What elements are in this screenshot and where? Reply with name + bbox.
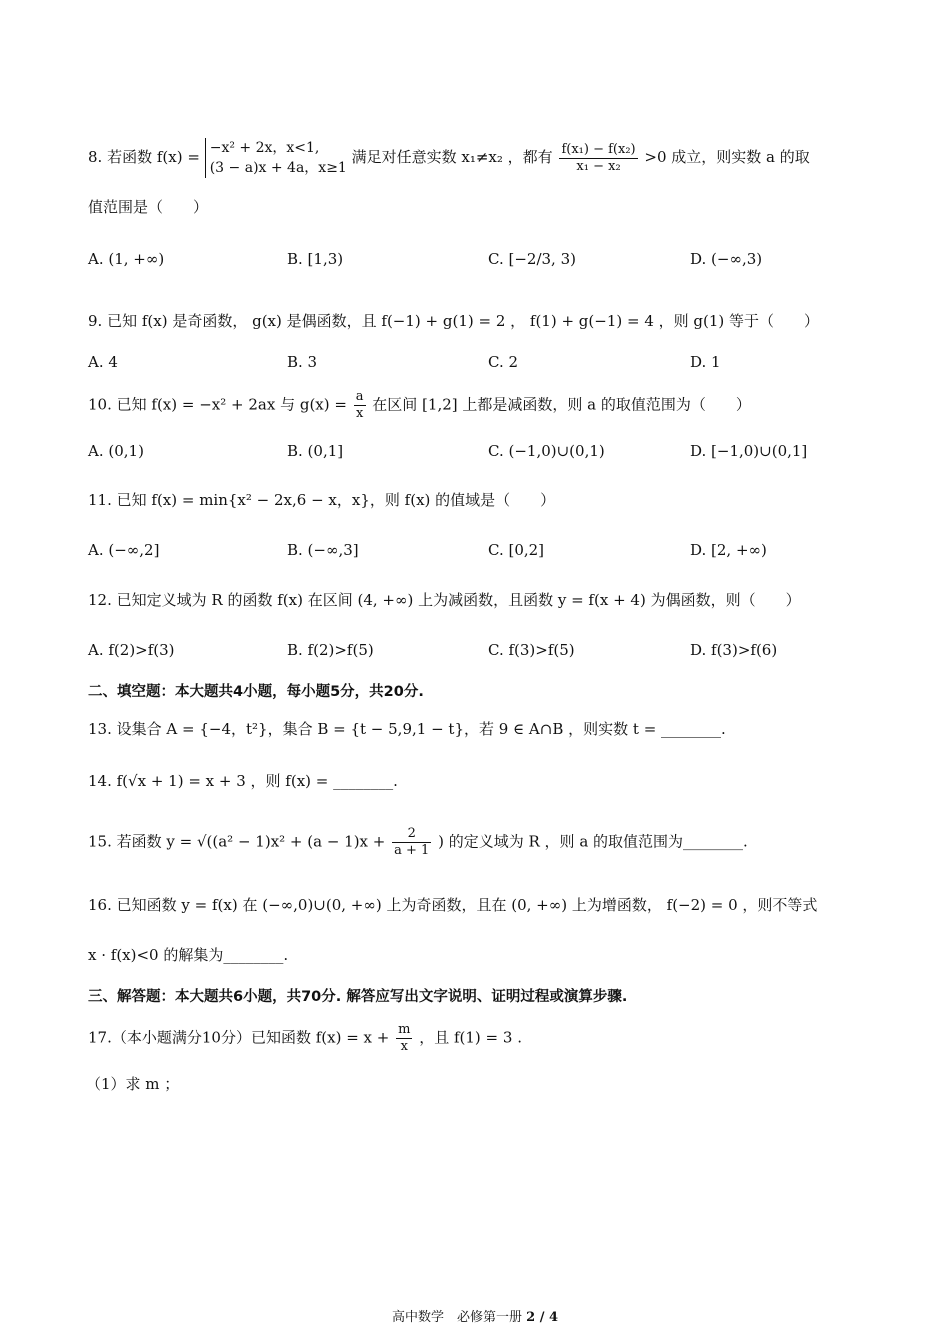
- section-2-heading: 二、填空题：本大题共4小题，每小题5分，共20分.: [88, 684, 424, 700]
- q12-option-b: B. f(2)>f(5): [287, 641, 374, 659]
- q8-frac-den: x₁ − x₂: [576, 158, 621, 174]
- q11-option-d: D. [2, +∞): [690, 541, 767, 559]
- q8-option-b: B. [1,3): [287, 250, 344, 268]
- question-16-line2: x · f(x)<0 的解集为________.: [88, 946, 289, 964]
- q8-prefix: 8. 若函数: [88, 148, 153, 166]
- q15-frac-den: a + 1: [394, 843, 430, 858]
- q8-option-a: A. (1, +∞): [88, 250, 165, 268]
- q12-option-a: A. f(2)>f(3): [88, 641, 175, 659]
- q17-frac-num: m: [398, 1022, 411, 1037]
- question-10-stem: [88, 389, 870, 422]
- q15-fraction: [392, 826, 431, 859]
- q8-suffix: >0 成立，则实数 a 的取: [644, 148, 810, 166]
- question-8-line1: [88, 138, 870, 178]
- q10-fraction: [354, 389, 366, 422]
- page-number: 2 / 4: [526, 1310, 559, 1325]
- q17-fraction: [396, 1022, 412, 1055]
- q9-option-a: A. 4: [88, 353, 118, 371]
- q8-option-c: C. [−2/3, 3): [488, 250, 576, 268]
- q8-fraction: [559, 142, 637, 175]
- q15-prefix: 15. 若函数 y = √((a² − 1)x² + (a − 1)x +: [88, 832, 386, 851]
- q17-suffix: ，且 f(1) = 3 .: [419, 1028, 522, 1047]
- q9-option-c: C. 2: [488, 353, 519, 371]
- q8-middle: 满足对任意实数 x₁≠x₂ ，都有: [351, 148, 553, 166]
- q10-option-c: C. (−1,0)∪(0,1): [488, 442, 605, 460]
- q10-option-b: B. (0,1]: [287, 442, 344, 460]
- q8-frac-num: f(x₁) − f(x₂): [561, 141, 636, 157]
- q9-option-d: D. 1: [690, 353, 721, 371]
- q11-option-b: B. (−∞,3]: [287, 541, 359, 559]
- q10-stem-b: 在区间 [1,2] 上都是减函数，则 a 的取值范围为（ ）: [372, 395, 751, 414]
- question-15: [88, 826, 870, 859]
- question-14: 14. f(√x + 1) = x + 3 ，则 f(x) = ________.: [88, 772, 398, 790]
- question-17: [88, 1022, 870, 1055]
- question-11-stem: 11. 已知 f(x) = min{x² − 2x,6 − x，x}，则 f(x) 的值域是（ ）: [88, 491, 556, 509]
- q11-option-a: A. (−∞,2]: [88, 541, 160, 559]
- q8-piecewise: [205, 138, 347, 178]
- page-footer: [0, 1306, 950, 1325]
- q15-suffix: ) 的定义域为 R ，则 a 的取值范围为________.: [438, 832, 748, 851]
- q10-frac-num: a: [355, 389, 364, 404]
- question-17-part1: （1）求 m ；: [86, 1075, 180, 1093]
- question-9-stem: 9. 已知 f(x) 是奇函数， g(x) 是偶函数，且 f(−1) + g(1) = 2 ， f(1) + g(−1) = 4 ，则 g(1) 等于（ ）: [88, 312, 820, 330]
- question-16-line1: 16. 已知函数 y = f(x) 在 (−∞,0)∪(0, +∞) 上为奇函数，且在 (0, +∞) 上为增函数， f(−2) = 0 ，则不等式: [88, 896, 818, 914]
- footer-text: 高中数学 必修第一册: [391, 1310, 522, 1325]
- q10-option-d: D. [−1,0)∪(0,1]: [690, 442, 808, 460]
- q9-option-b: B. 3: [287, 353, 318, 371]
- q15-frac-num: 2: [392, 826, 431, 843]
- q8-case1: −x² + 2x，x<1,: [209, 140, 320, 156]
- q12-option-c: C. f(3)>f(5): [488, 641, 575, 659]
- question-12-stem: 12. 已知定义域为 R 的函数 f(x) 在区间 (4, +∞) 上为减函数，且函数 y = f(x + 4) 为偶函数，则（ ）: [88, 591, 801, 609]
- q12-option-d: D. f(3)>f(6): [690, 641, 778, 659]
- question-13: 13. 设集合 A = {−4，t²}，集合 B = {t − 5,9,1 − t}，若 9 ∈ A∩B ，则实数 t = ________.: [88, 720, 726, 738]
- q10-frac-den: x: [355, 406, 364, 421]
- q8-case2: (3 − a)x + 4a，x≥1: [209, 160, 347, 176]
- question-8-line2: 值范围是（ ）: [88, 198, 209, 216]
- q8-func-lhs: f(x) =: [156, 148, 200, 166]
- q17-prefix: 17.（本小题满分10分）已知函数 f(x) = x +: [88, 1028, 390, 1047]
- q11-option-c: C. [0,2]: [488, 541, 545, 559]
- section-3-heading: 三、解答题：本大题共6小题，共70分. 解答应写出文字说明、证明过程或演算步骤.: [88, 989, 628, 1005]
- q17-frac-den: x: [400, 1039, 408, 1054]
- q8-option-d: D. (−∞,3): [690, 250, 763, 268]
- q10-option-a: A. (0,1): [88, 442, 144, 460]
- q10-stem-a: 10. 已知 f(x) = −x² + 2ax 与 g(x) =: [88, 395, 347, 414]
